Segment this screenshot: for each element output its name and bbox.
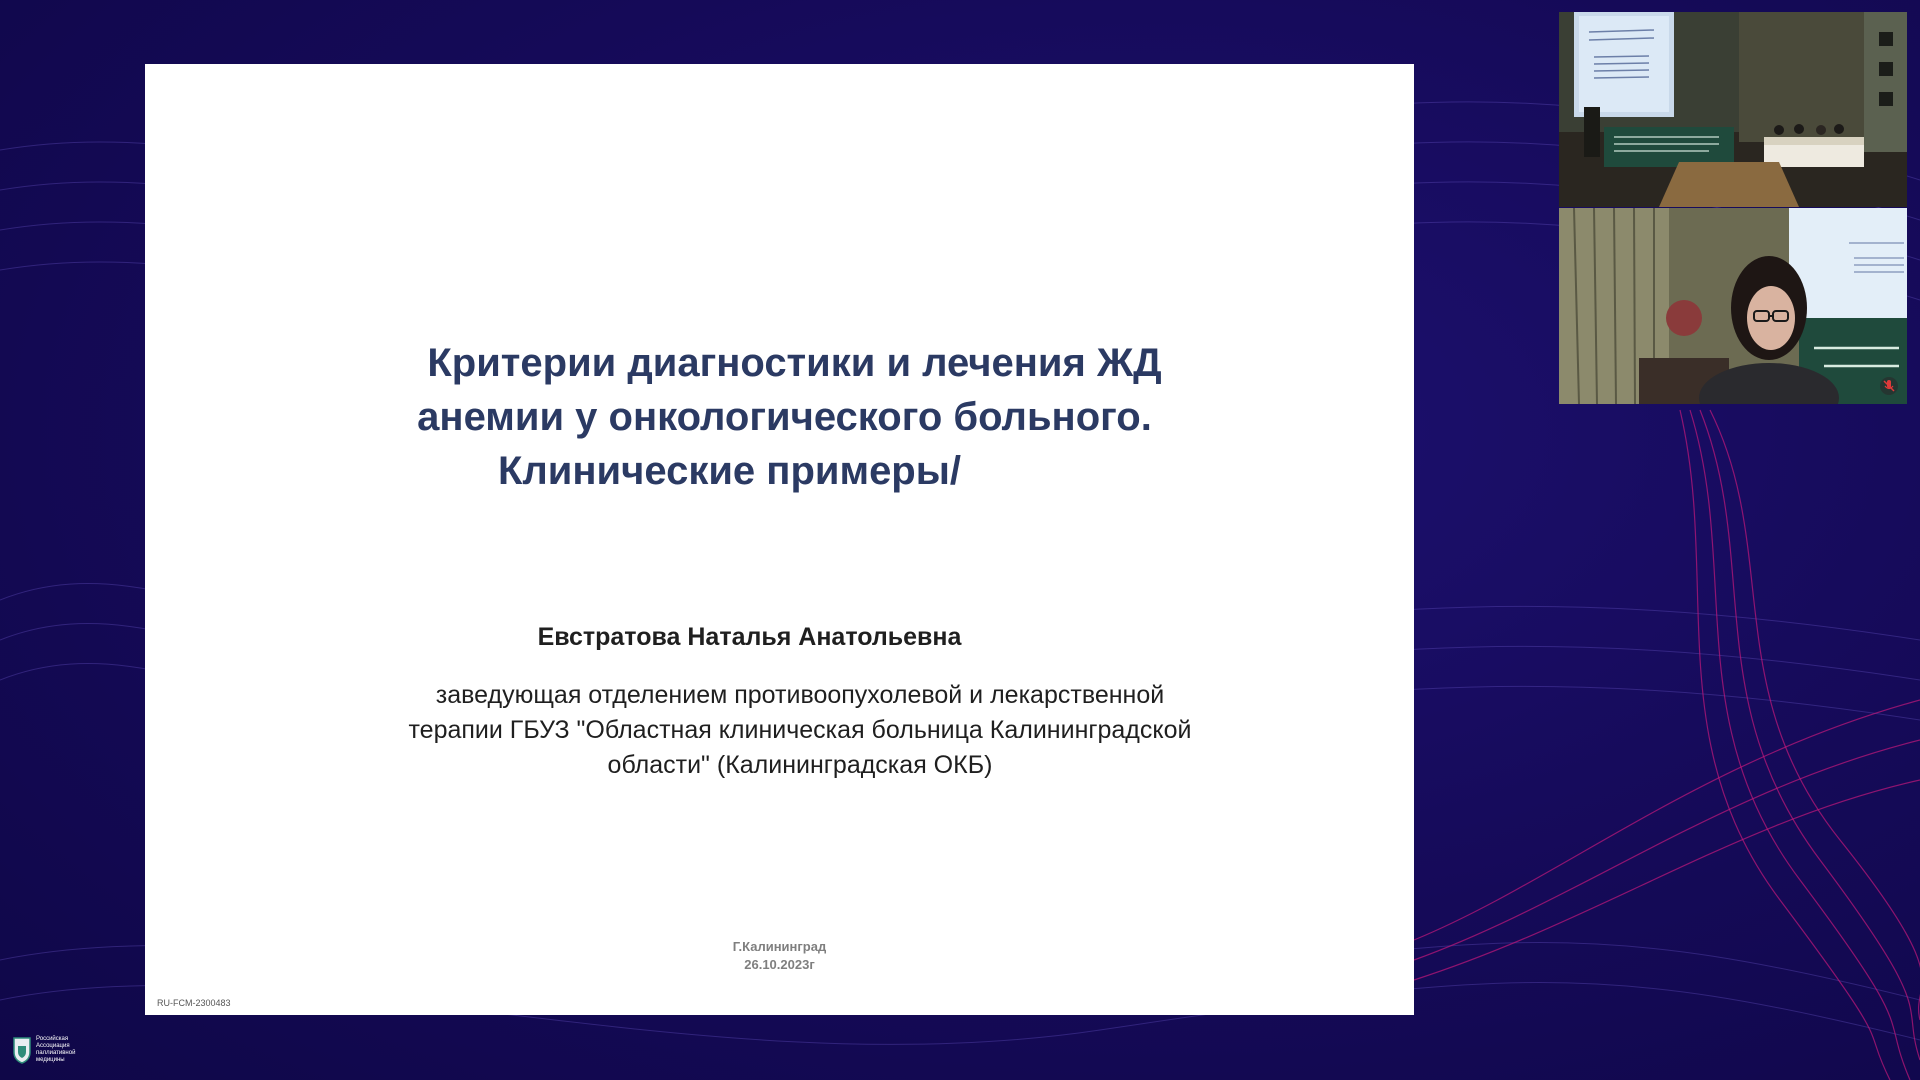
logo-text-line: паллиативной [36, 1050, 76, 1056]
speaker-affiliation [345, 678, 1255, 783]
slide-code: RU-FCM-2300483 [157, 998, 231, 1008]
slide-title-line: Критерии диагностики и лечения ЖД [427, 341, 1162, 385]
shield-logo-icon [12, 1036, 32, 1064]
place-and-date [145, 938, 1414, 974]
logo-text-line: медицины [36, 1057, 65, 1063]
speaker-video[interactable] [1559, 208, 1907, 404]
mic-muted-icon[interactable] [1879, 376, 1899, 396]
presentation-slide [145, 64, 1414, 1015]
affiliation-line: терапии ГБУЗ "Областная клиническая больница Калининградской [408, 716, 1192, 744]
slide-title-line: Клинические примеры/ [497, 449, 962, 493]
speaker-image [1559, 208, 1907, 404]
slide-title-line: анемии у онкологического больного. [417, 395, 1152, 439]
association-logo [12, 1036, 86, 1064]
affiliation-line: заведующая отделением противоопухолевой и лекарственной [435, 681, 1165, 709]
logo-text [36, 1036, 86, 1064]
date: 26.10.2023г [744, 957, 815, 972]
conference-hall-image [1559, 12, 1907, 207]
conference-hall-video[interactable] [1559, 12, 1907, 207]
logo-text-line: Ассоциация [36, 1043, 70, 1049]
slide-title [145, 336, 1414, 498]
logo-text-line: Российская [36, 1036, 69, 1042]
affiliation-line: области" (Калининградская ОКБ) [607, 751, 993, 779]
place: Г.Калининград [732, 939, 827, 954]
speaker-name: Евстратова Наталья Анатольевна [537, 623, 962, 651]
